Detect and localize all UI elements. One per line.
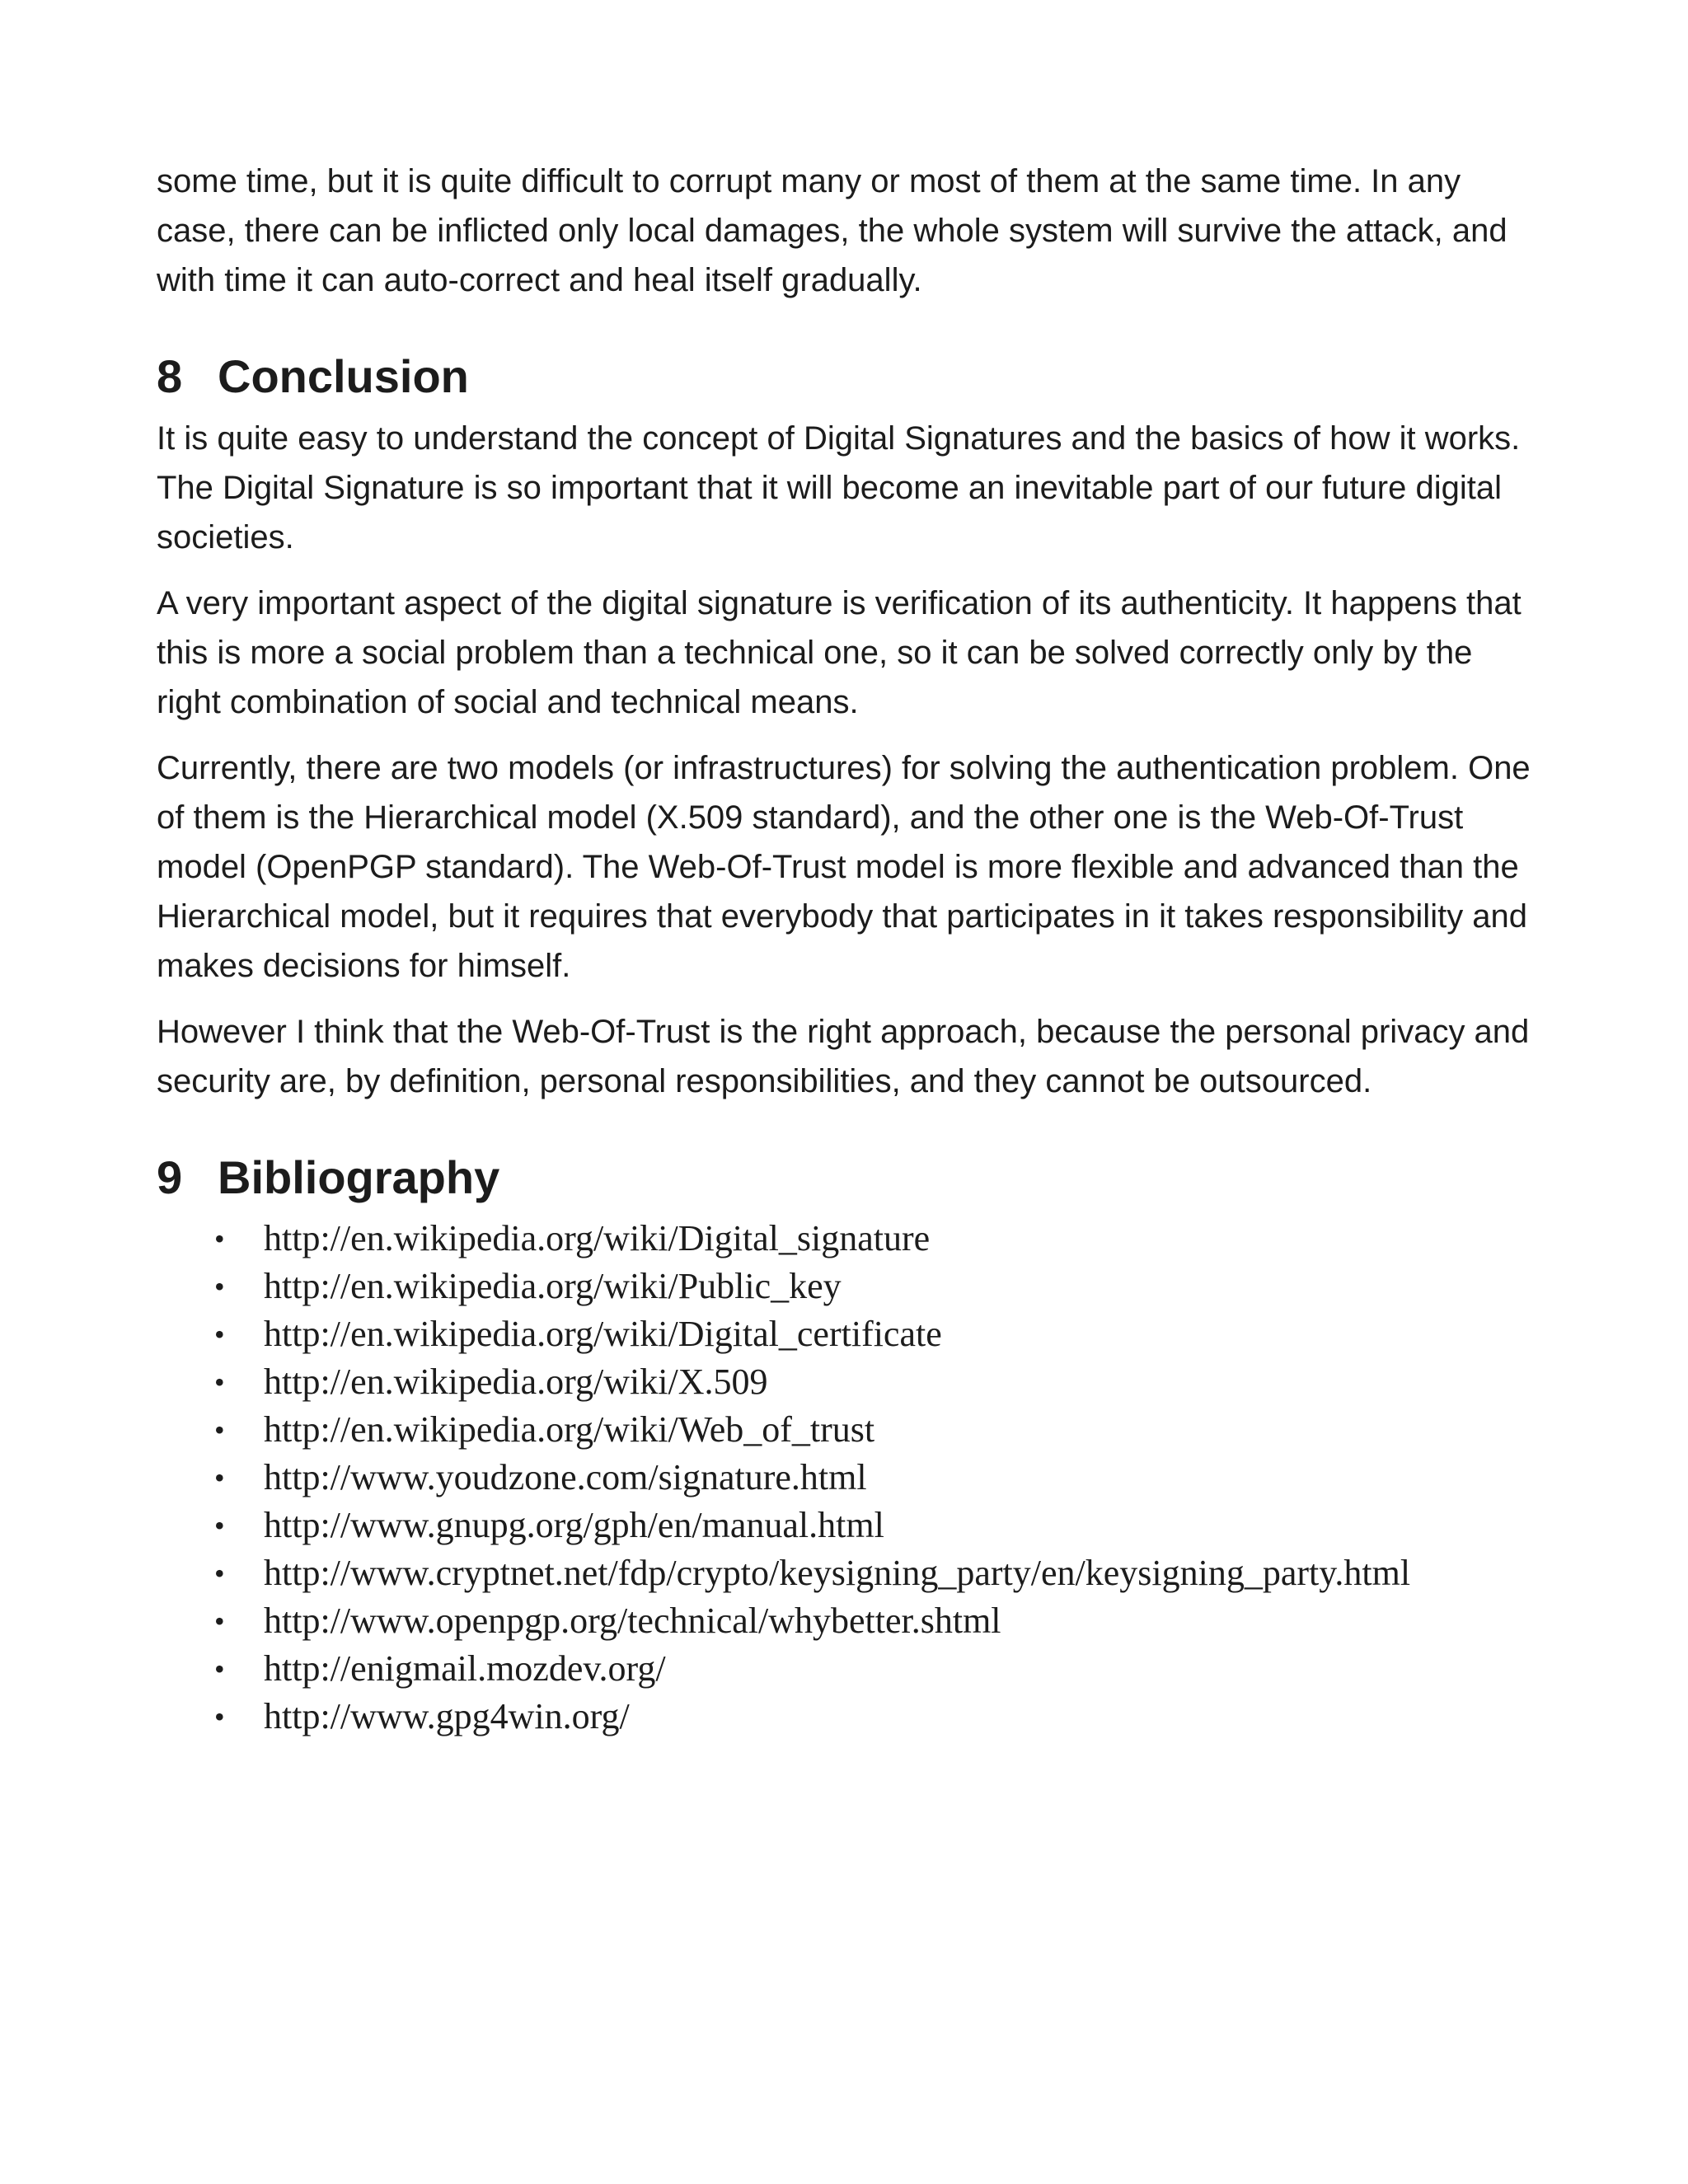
bullet-icon: •	[214, 1222, 225, 1255]
bibliography-link: http://www.youdzone.com/signature.html	[264, 1457, 867, 1497]
bullet-icon: •	[214, 1270, 225, 1303]
bibliography-link: http://www.gnupg.org/gph/en/manual.html	[264, 1505, 884, 1545]
bibliography-item	[157, 1454, 1541, 1502]
bibliography-item	[157, 1502, 1541, 1549]
bibliography-link: http://en.wikipedia.org/wiki/X.509	[264, 1361, 768, 1402]
conclusion-heading-number: 8	[157, 350, 183, 402]
bibliography-link: http://en.wikipedia.org/wiki/Public_key	[264, 1266, 842, 1306]
bullet-icon: •	[214, 1605, 225, 1638]
bibliography-link: http://www.openpgp.org/technical/whybetter.shtml	[264, 1601, 1001, 1641]
bullet-icon: •	[214, 1509, 225, 1542]
bibliography-item	[157, 1406, 1541, 1454]
bibliography-item	[157, 1693, 1541, 1741]
bibliography-heading	[157, 1149, 1541, 1207]
bibliography-list	[157, 1215, 1541, 1741]
conclusion-heading-title: Conclusion	[218, 350, 469, 402]
intro-paragraph: some time, but it is quite difficult to corrupt many or most of them at the same time. In any case, there can be inflicted only local damages, the whole system will survive the attack, and with time it can auto-correct and heal itself gradually.	[157, 163, 1507, 298]
bullet-icon: •	[214, 1366, 225, 1399]
bullet-icon: •	[214, 1318, 225, 1351]
conclusion-heading	[157, 348, 1541, 405]
bibliography-link: http://www.cryptnet.net/fdp/crypto/keysigning_party/en/keysigning_party.html	[264, 1553, 1411, 1593]
document-page	[157, 157, 1541, 1741]
bullet-icon: •	[214, 1461, 225, 1494]
bibliography-item	[157, 1263, 1541, 1310]
bibliography-item	[157, 1645, 1541, 1693]
bibliography-link: http://en.wikipedia.org/wiki/Digital_certificate	[264, 1314, 942, 1354]
bullet-icon: •	[214, 1413, 225, 1446]
bibliography-item	[157, 1549, 1541, 1597]
conclusion-paragraph-3: Currently, there are two models (or infrastructures) for solving the authentication problem. One of them is the Hierarchical model (X.509 standard), and the other one is the Web-Of-Trust model (OpenPGP standard). The Web-Of-Trust model is more flexible and advanced than the Hierarchical model, but it requires that everybody that participates in it takes responsibility and makes decisions for himself.	[157, 750, 1531, 984]
bullet-icon: •	[214, 1557, 225, 1590]
conclusion-paragraph-2: A very important aspect of the digital signature is verification of its authenticity. It happens that this is more a social problem than a technical one, so it can be solved correctly only by the right combination of social and technical means.	[157, 585, 1522, 720]
bibliography-item	[157, 1358, 1541, 1406]
bullet-icon: •	[214, 1700, 225, 1733]
bibliography-item	[157, 1215, 1541, 1263]
bibliography-link: http://en.wikipedia.org/wiki/Digital_signature	[264, 1218, 931, 1258]
bibliography-heading-number: 9	[157, 1151, 183, 1203]
conclusion-paragraph-4: However I think that the Web-Of-Trust is the right approach, because the personal privacy and security are, by definition, personal responsibilities, and they cannot be outsourced.	[157, 1014, 1530, 1099]
bibliography-heading-title: Bibliography	[218, 1151, 500, 1203]
conclusion-paragraph-1: It is quite easy to understand the concept of Digital Signatures and the basics of how it works. The Digital Signature is so important that it will become an inevitable part of our future digital societies.	[157, 420, 1521, 555]
bullet-icon: •	[214, 1652, 225, 1685]
bibliography-item	[157, 1310, 1541, 1358]
bibliography-item	[157, 1597, 1541, 1645]
bibliography-link: http://www.gpg4win.org/	[264, 1696, 630, 1736]
bibliography-link: http://enigmail.mozdev.org/	[264, 1648, 666, 1689]
bibliography-link: http://en.wikipedia.org/wiki/Web_of_trust	[264, 1409, 875, 1450]
